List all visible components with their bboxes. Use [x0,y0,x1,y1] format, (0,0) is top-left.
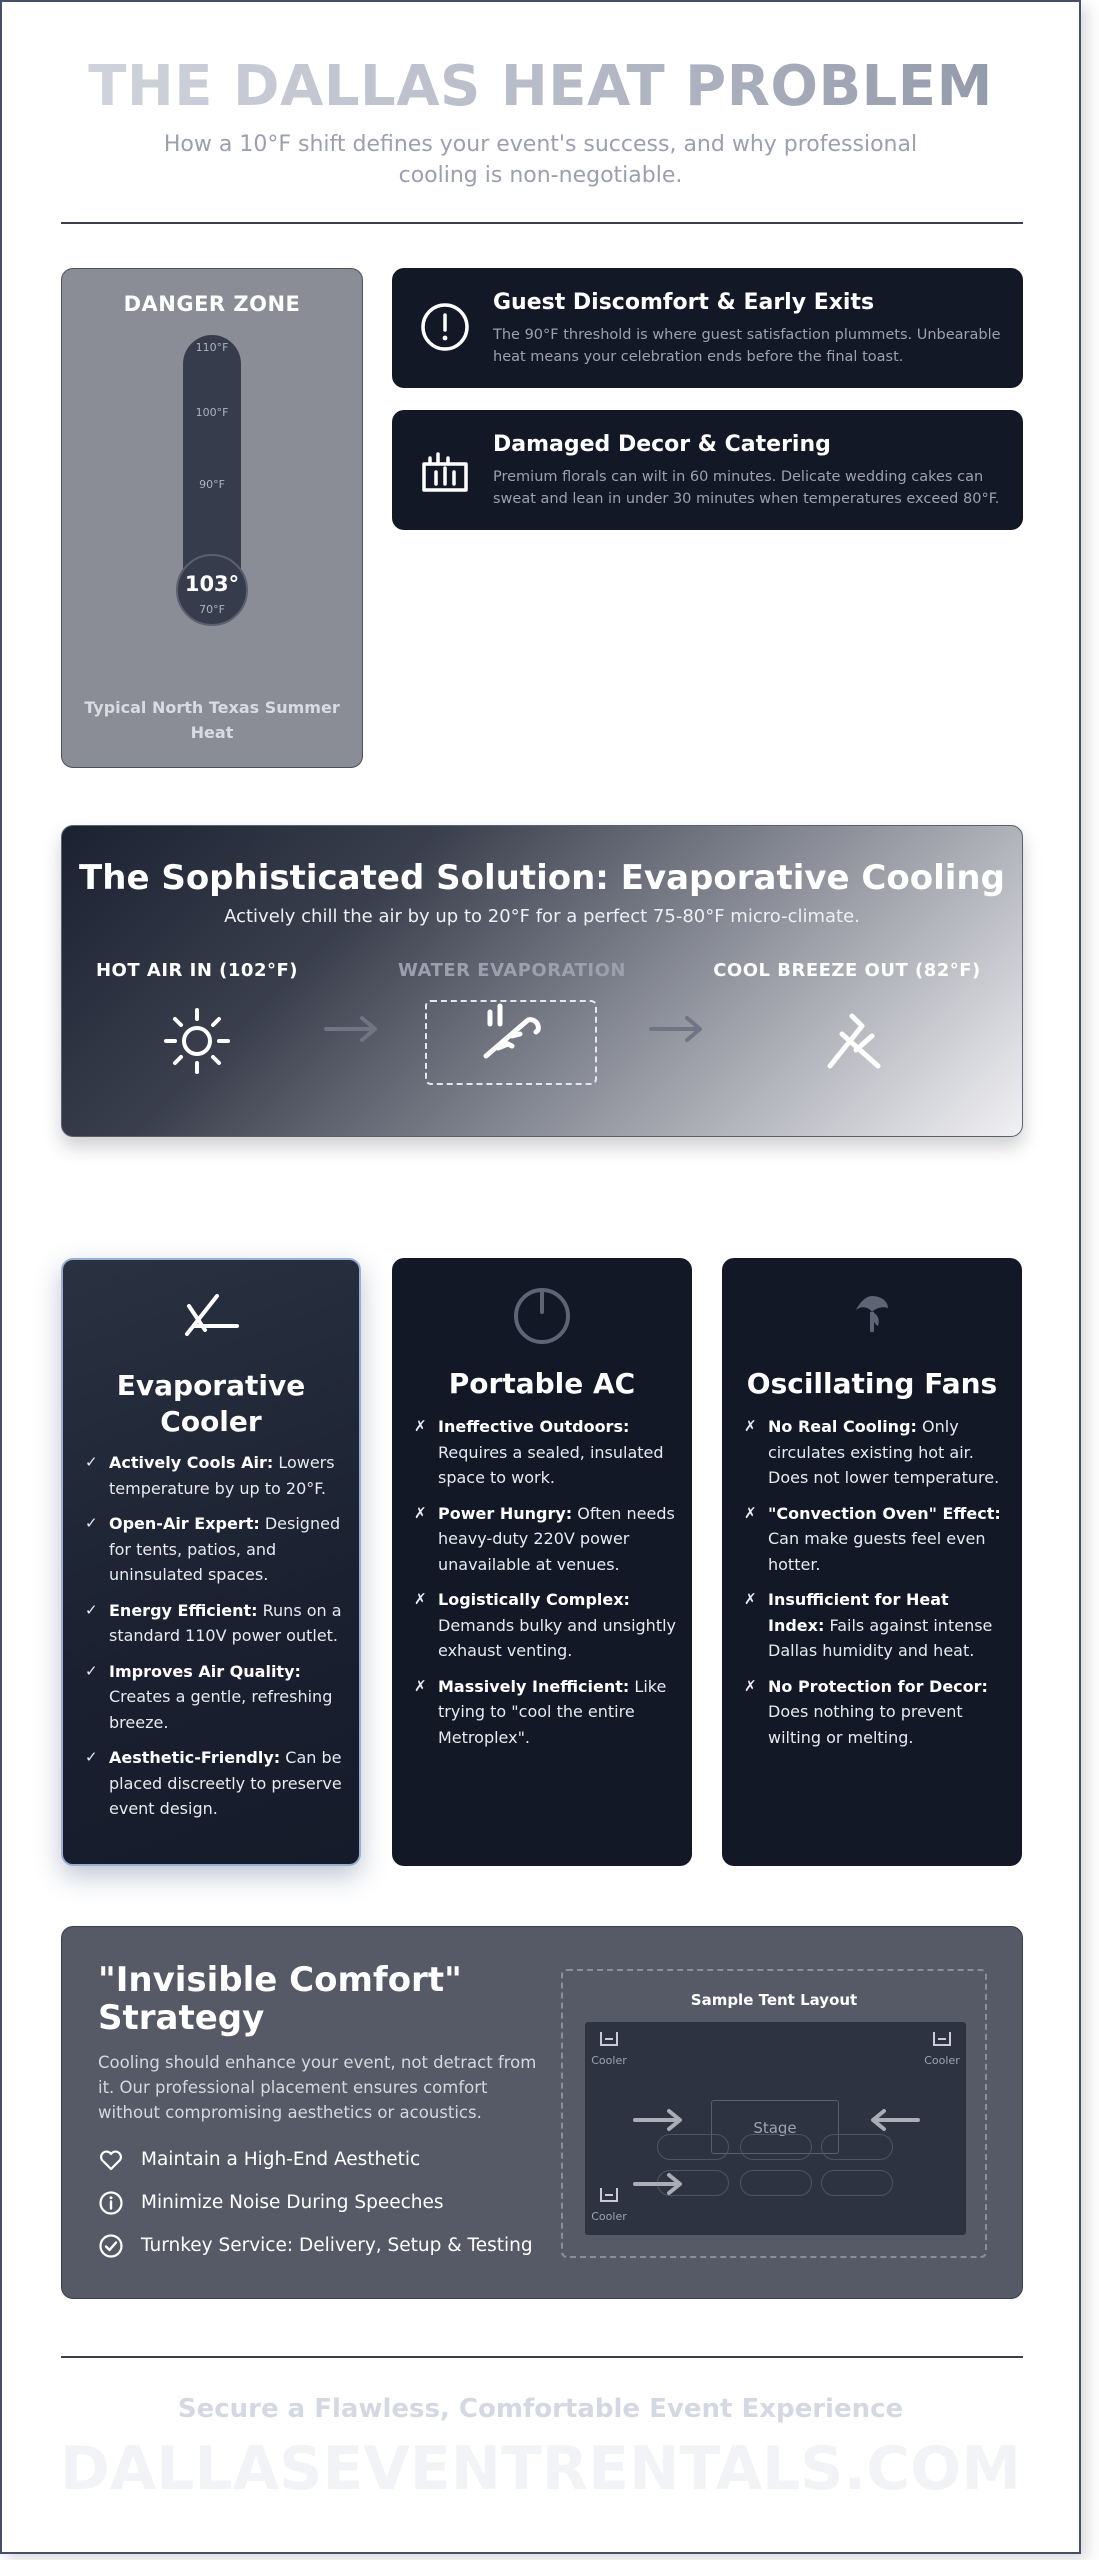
guest-table [821,2170,893,2196]
airflow-arrow-icon [633,2172,685,2196]
check-icon: ✓ [85,1661,98,1680]
guest-table [657,2134,729,2160]
drawback-list [744,1414,1006,1760]
airflow-arrow-icon [633,2108,685,2132]
page-subtitle: How a 10°F shift defines your event's success, and why professional cooling is non-negotiable. [163,132,918,188]
tent-floor [585,2022,966,2235]
strategy-title: "Invisible Comfort" Strategy [98,1960,462,2038]
arrow-right-icon [324,1014,380,1044]
issue-text: The 90°F threshold is where guest satisfaction plummets. Unbearable heat means your celebration ends before the final toast. [493,327,1001,365]
check-icon: ✓ [85,1514,98,1532]
info-icon [98,2190,124,2216]
fan-icon [840,1282,904,1346]
alert-circle-icon [418,300,472,354]
guest-table [821,2134,893,2160]
benefit-item: ✓ Actively Cools Air: Lowers temperature by up to 20°F. [85,1450,343,1501]
solution-subtitle: Actively chill the air by up to 20°F for a perfect 75-80°F micro-climate. [224,906,860,927]
cross-icon: ✗ [744,1590,757,1608]
airflow-arrow-icon [868,2108,920,2132]
cross-icon: ✗ [744,1417,757,1435]
issue-card-damaged-decor [392,410,1023,530]
danger-zone-title: DANGER ZONE [123,292,301,316]
footer-divider [61,2356,1023,2358]
thermometer-tick: 90°F [199,478,225,491]
strategy-item-label: Minimize Noise During Speeches [141,2192,444,2213]
comparison-card-portable-ac [392,1258,692,1866]
issue-card-guest-discomfort [392,268,1023,388]
drawback-item: ✗ No Real Cooling: Only circulates existing hot air. Does not lower temperature. [744,1414,1006,1491]
tent-layout-title: Sample Tent Layout [690,1991,858,2009]
sun-icon [162,1006,232,1076]
thermometer-tick: 110°F [195,341,229,354]
strategy-panel [61,1926,1023,2299]
drawback-item: ✗ No Protection for Decor: Does nothing to prevent wilting or melting. [744,1674,1006,1751]
cooler-marker: Cooler [922,2030,962,2067]
danger-zone-panel [61,268,363,768]
stage-area: Stage [711,2100,839,2154]
solution-title: The Sophisticated Solution: Evaporative Cooling [79,858,1005,898]
footer-domain: DALLASEVENTRENTALS.COM [60,2434,1021,2504]
cross-icon: ✗ [414,1590,427,1608]
comparison-title: Evaporative Cooler [116,1369,306,1438]
issue-title: Damaged Decor & Catering [493,432,831,457]
water-droplets-icon [480,1002,544,1066]
power-icon [510,1282,574,1346]
arrow-right-icon [649,1014,705,1044]
cross-icon: ✗ [414,1503,427,1522]
check-icon: ✓ [85,1748,98,1766]
cross-icon: ✗ [414,1676,427,1695]
cooler-icon [179,1284,243,1348]
step-label-evaporation: WATER EVAPORATION [398,960,626,981]
step-label-hot-air: HOT AIR IN (102°F) [95,960,299,981]
cooler-marker: Cooler [589,2030,629,2067]
thermometer-reading: 103° [184,572,240,596]
drawback-item: ✗ "Convection Oven" Effect: Can make guests feel even hotter. [744,1501,1006,1578]
drawback-item: ✗ Logistically Complex: Demands bulky and unsightly exhaust venting. [414,1587,676,1664]
check-circle-icon [98,2233,124,2259]
guest-table [740,2170,812,2196]
drawback-list [414,1414,676,1760]
drawback-item: ✗ Insufficient for Heat Index: Fails against intense Dallas humidity and heat. [744,1587,1006,1664]
cooler-icon [598,2186,620,2204]
check-icon: ✓ [85,1453,98,1471]
footer-cta: Secure a Flawless, Comfortable Event Experience [177,2394,904,2424]
cake-icon [418,442,472,496]
danger-zone-caption: Typical North Texas Summer Heat [84,698,340,742]
drawback-item: ✗ Power Hungry: Often needs heavy-duty 220V power unavailable at venues. [414,1501,676,1578]
benefit-item: ✓ Open-Air Expert: Designed for tents, patios, and uninsulated spaces. [85,1511,343,1588]
comparison-card-oscillating-fans [722,1258,1022,1866]
issue-text: Premium florals can wilt in 60 minutes. Delicate wedding cakes can sweat and lean in under 30 minutes when temperatures exceed 80°F. [493,469,1000,507]
issue-title: Guest Discomfort & Early Exits [493,290,875,315]
cooler-icon [931,2030,953,2048]
cooler-marker: Cooler [589,2186,629,2223]
benefit-list [85,1450,343,1832]
comparison-title: Oscillating Fans [746,1367,998,1400]
benefit-item: ✓ Energy Efficient: Runs on a standard 110V power outlet. [85,1598,343,1649]
comparison-title: Portable AC [448,1367,636,1400]
cross-icon: ✗ [744,1503,757,1522]
thermometer-icon [183,335,241,585]
page-title: THE DALLAS HEAT PROBLEM [2,54,1079,119]
thermometer-tick: 100°F [195,406,229,419]
benefit-item: ✓ Aesthetic-Friendly: Can be placed discreetly to preserve event design. [85,1745,343,1822]
cross-icon: ✗ [744,1676,757,1695]
header-divider [61,222,1023,224]
drawback-item: ✗ Massively Inefficient: Like trying to "cool the entire Metroplex". [414,1674,676,1751]
step-label-cool-breeze: COOL BREEZE OUT (82°F) [713,960,981,981]
comparison-card-evaporative-cooler [61,1258,361,1866]
strategy-text: Cooling should enhance your event, not detract from it. Our professional placement ensures comfort without compromising aesthetics or acoustics. [98,2053,537,2122]
strategy-item-label: Turnkey Service: Delivery, Setup & Testing [141,2235,533,2256]
cooler-icon [598,2030,620,2048]
tent-layout-diagram [561,1969,987,2258]
guest-table [740,2134,812,2160]
wind-icon [822,1006,888,1072]
heart-icon [98,2147,124,2173]
check-icon: ✓ [85,1600,98,1619]
strategy-item-label: Maintain a High-End Aesthetic [141,2149,421,2170]
benefit-item: ✓ Improves Air Quality: Creates a gentle, refreshing breeze. [85,1659,343,1736]
cross-icon: ✗ [414,1417,427,1435]
drawback-item: ✗ Ineffective Outdoors: Requires a sealed, insulated space to work. [414,1414,676,1491]
solution-panel [61,825,1023,1137]
thermometer-tick: 70°F [199,603,225,616]
